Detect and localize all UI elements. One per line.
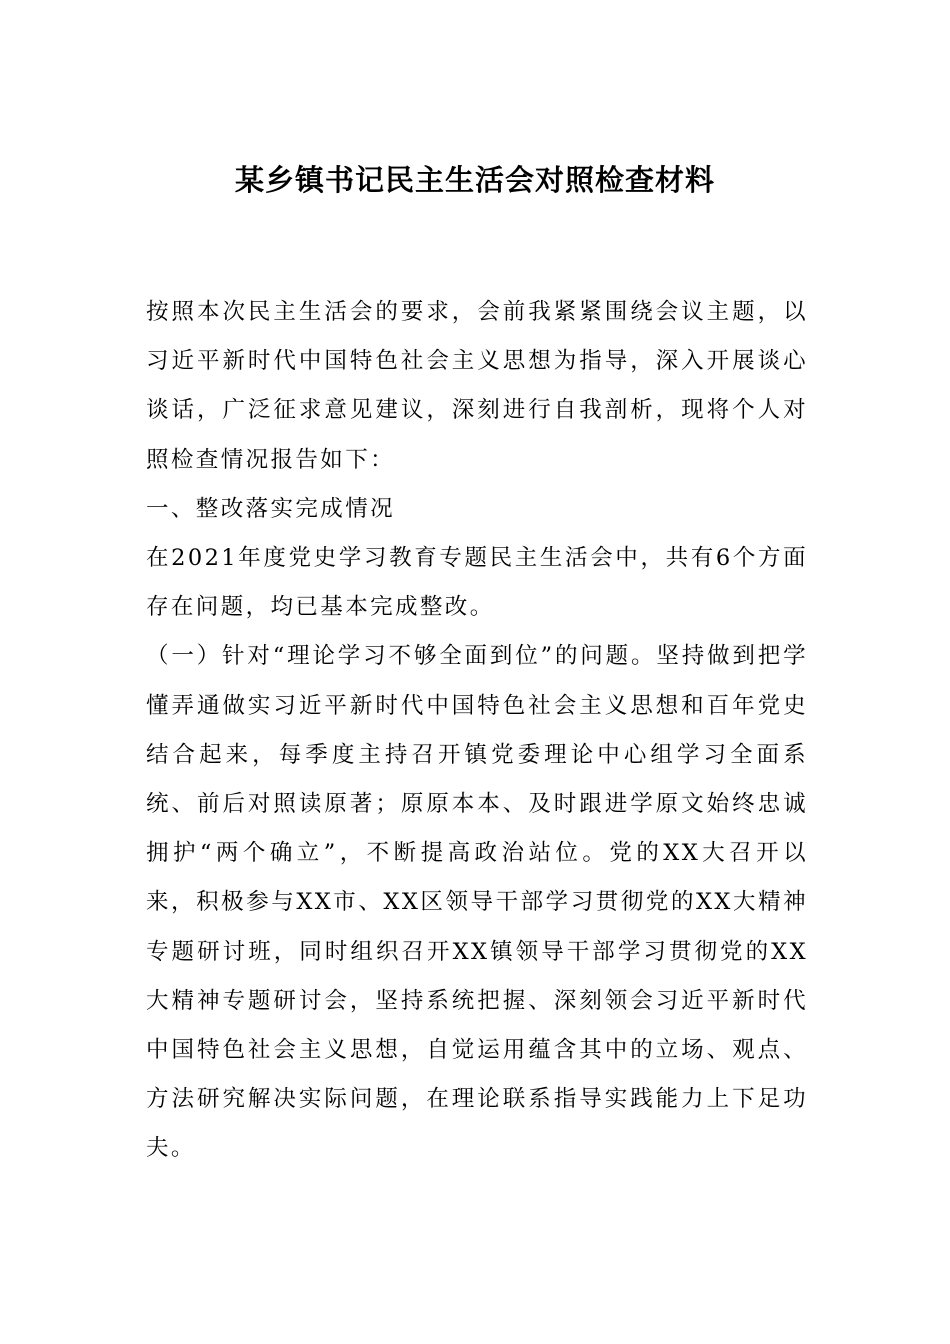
item-one-paragraph: （一）针对“理论学习不够全面到位”的问题。坚持做到把学懂弄通做实习近平新时代中国特色社会主义思想和百年党史结合起来，每季度主持召开镇党委理论中心组学习全面系统、前后对照读原著；原原本本、及时跟进学原文始终忠诚拥护“两个确立”，不断提高政治站位。党的XX大召开以来，积极参与XX市、XX区领导干部学习贯彻党的XX大精神专题研讨班，同时组织召开XX镇领导干部学习贯彻党的XX大精神专题研讨会，坚持系统把握、深刻领会习近平新时代中国特色社会主义思想，自觉运用蕴含其中的立场、观点、方法研究解决实际问题，在理论联系指导实践能力上下足功夫。 <box>146 643 808 1162</box>
summary-paragraph: 在2021年度党史学习教育专题民主生活会中，共有6个方面存在问题，均已基本完成整改。 <box>146 545 808 621</box>
intro-paragraph: 按照本次民主生活会的要求，会前我紧紧围绕会议主题，以习近平新时代中国特色社会主义思想为指导，深入开展谈心谈话，广泛征求意见建议，深刻进行自我剖析，现将个人对照检查情况报告如下： <box>146 299 808 473</box>
section-heading: 一、整改落实完成情况 <box>146 495 396 522</box>
document-body <box>146 288 808 1174</box>
document-title: 某乡镇书记民主生活会对照检查材料 <box>234 163 715 197</box>
